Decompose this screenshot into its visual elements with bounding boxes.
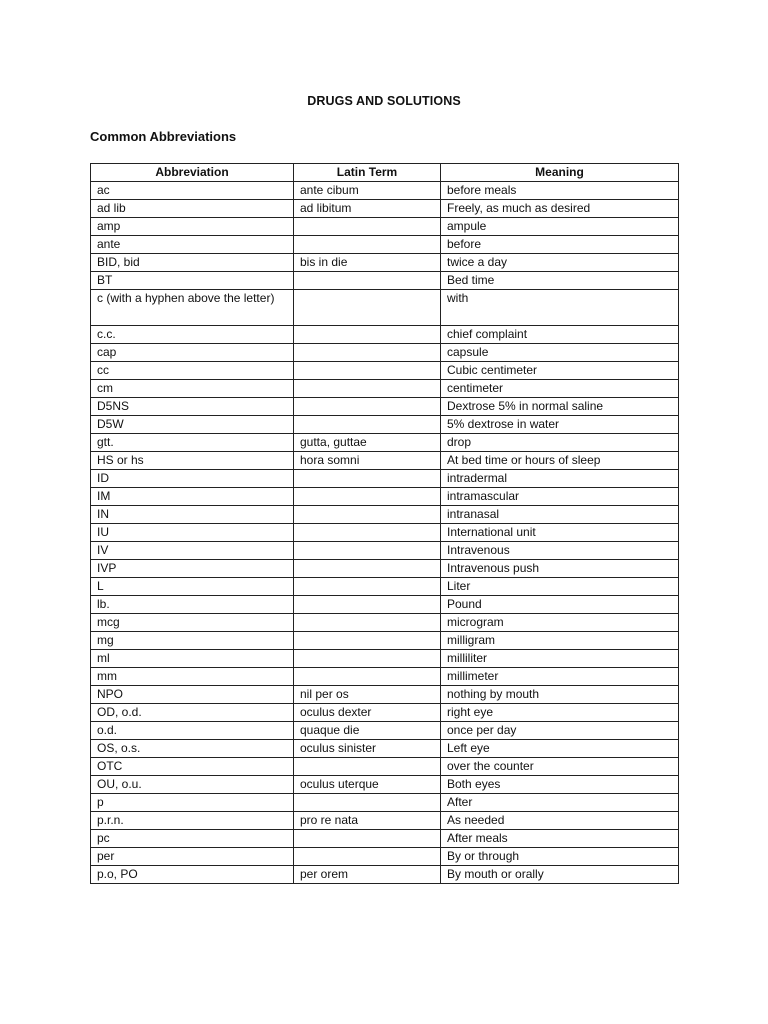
cell-meaning: intranasal [441, 506, 679, 524]
table-row [91, 596, 679, 614]
table-row [91, 236, 679, 254]
table-row [91, 650, 679, 668]
cell-latin: pro re nata [294, 812, 441, 830]
cell-latin [294, 578, 441, 596]
cell-meaning: intradermal [441, 470, 679, 488]
document-title: DRUGS AND SOLUTIONS [307, 94, 461, 108]
cell-meaning: milliliter [441, 650, 679, 668]
cell-abbr: BID, bid [91, 254, 294, 272]
cell-latin [294, 524, 441, 542]
cell-latin [294, 398, 441, 416]
table-row [91, 470, 679, 488]
cell-latin [294, 488, 441, 506]
cell-abbr: p.o, PO [91, 866, 294, 884]
cell-latin [294, 614, 441, 632]
cell-latin: ad libitum [294, 200, 441, 218]
cell-latin: ante cibum [294, 182, 441, 200]
table-row [91, 362, 679, 380]
cell-meaning: right eye [441, 704, 679, 722]
table-row [91, 686, 679, 704]
cell-abbr: amp [91, 218, 294, 236]
table-row [91, 398, 679, 416]
cell-meaning: Intravenous push [441, 560, 679, 578]
table-row [91, 200, 679, 218]
cell-abbr: OS, o.s. [91, 740, 294, 758]
cell-meaning: with [441, 290, 679, 326]
table-row [91, 344, 679, 362]
cell-meaning: By or through [441, 848, 679, 866]
cell-latin: quaque die [294, 722, 441, 740]
table-row [91, 722, 679, 740]
cell-latin: oculus dexter [294, 704, 441, 722]
cell-abbr: cc [91, 362, 294, 380]
cell-meaning: Freely, as much as desired [441, 200, 679, 218]
table-row [91, 560, 679, 578]
cell-meaning: millimeter [441, 668, 679, 686]
cell-latin [294, 848, 441, 866]
table-row [91, 776, 679, 794]
cell-meaning: over the counter [441, 758, 679, 776]
cell-meaning: Liter [441, 578, 679, 596]
cell-abbr: D5NS [91, 398, 294, 416]
cell-abbr: lb. [91, 596, 294, 614]
cell-latin [294, 560, 441, 578]
table-row [91, 488, 679, 506]
table-body [91, 182, 679, 884]
section-heading: Common Abbreviations [90, 129, 237, 144]
cell-meaning: After meals [441, 830, 679, 848]
cell-meaning: microgram [441, 614, 679, 632]
table-row [91, 614, 679, 632]
header-latin-term: Latin Term [294, 164, 441, 182]
cell-latin [294, 794, 441, 812]
cell-latin [294, 830, 441, 848]
cell-latin [294, 506, 441, 524]
cell-meaning: Dextrose 5% in normal saline [441, 398, 679, 416]
cell-meaning: milligram [441, 632, 679, 650]
cell-abbr: ad lib [91, 200, 294, 218]
cell-latin [294, 632, 441, 650]
table-row [91, 542, 679, 560]
cell-meaning: chief complaint [441, 326, 679, 344]
cell-abbr: per [91, 848, 294, 866]
table-row [91, 272, 679, 290]
cell-meaning: centimeter [441, 380, 679, 398]
cell-latin: gutta, guttae [294, 434, 441, 452]
cell-meaning: once per day [441, 722, 679, 740]
table-row [91, 416, 679, 434]
table-row [91, 452, 679, 470]
cell-abbr: mm [91, 668, 294, 686]
cell-meaning: Both eyes [441, 776, 679, 794]
cell-abbr: ante [91, 236, 294, 254]
table-row [91, 632, 679, 650]
cell-latin: oculus uterque [294, 776, 441, 794]
table-row [91, 668, 679, 686]
cell-latin [294, 326, 441, 344]
cell-latin [294, 218, 441, 236]
cell-abbr: IN [91, 506, 294, 524]
cell-latin: nil per os [294, 686, 441, 704]
cell-latin [294, 416, 441, 434]
cell-meaning: before meals [441, 182, 679, 200]
cell-abbr: D5W [91, 416, 294, 434]
cell-abbr: cm [91, 380, 294, 398]
cell-abbr: mg [91, 632, 294, 650]
table-row [91, 830, 679, 848]
table-row [91, 380, 679, 398]
cell-meaning: Cubic centimeter [441, 362, 679, 380]
header-meaning: Meaning [441, 164, 679, 182]
cell-meaning: before [441, 236, 679, 254]
cell-meaning: 5% dextrose in water [441, 416, 679, 434]
table-row [91, 218, 679, 236]
cell-latin: bis in die [294, 254, 441, 272]
cell-abbr: IU [91, 524, 294, 542]
cell-abbr: OTC [91, 758, 294, 776]
cell-meaning: ampule [441, 218, 679, 236]
header-abbreviation: Abbreviation [91, 164, 294, 182]
cell-meaning: Pound [441, 596, 679, 614]
table-row [91, 290, 679, 326]
cell-latin [294, 758, 441, 776]
cell-abbr: c (with a hyphen above the letter) [91, 290, 294, 326]
cell-latin [294, 362, 441, 380]
cell-abbr: IM [91, 488, 294, 506]
table-row [91, 848, 679, 866]
cell-abbr: NPO [91, 686, 294, 704]
cell-latin [294, 272, 441, 290]
table-row [91, 524, 679, 542]
table-row [91, 866, 679, 884]
cell-latin [294, 542, 441, 560]
cell-latin [294, 470, 441, 488]
cell-abbr: OD, o.d. [91, 704, 294, 722]
cell-meaning: After [441, 794, 679, 812]
cell-latin [294, 650, 441, 668]
cell-abbr: BT [91, 272, 294, 290]
cell-latin: oculus sinister [294, 740, 441, 758]
cell-meaning: twice a day [441, 254, 679, 272]
cell-latin: per orem [294, 866, 441, 884]
cell-meaning: drop [441, 434, 679, 452]
cell-meaning: Left eye [441, 740, 679, 758]
cell-latin [294, 344, 441, 362]
cell-abbr: mcg [91, 614, 294, 632]
table-row [91, 704, 679, 722]
cell-latin [294, 596, 441, 614]
table-row [91, 794, 679, 812]
cell-abbr: ID [91, 470, 294, 488]
table-row [91, 434, 679, 452]
table-row [91, 740, 679, 758]
cell-abbr: ml [91, 650, 294, 668]
abbreviations-table [90, 163, 679, 884]
cell-meaning: nothing by mouth [441, 686, 679, 704]
cell-abbr: c.c. [91, 326, 294, 344]
cell-meaning: By mouth or orally [441, 866, 679, 884]
table-header-row [91, 164, 679, 182]
table-row [91, 326, 679, 344]
cell-meaning: International unit [441, 524, 679, 542]
cell-meaning: As needed [441, 812, 679, 830]
cell-abbr: pc [91, 830, 294, 848]
cell-meaning: intramascular [441, 488, 679, 506]
cell-abbr: o.d. [91, 722, 294, 740]
cell-abbr: IV [91, 542, 294, 560]
cell-abbr: HS or hs [91, 452, 294, 470]
cell-abbr: OU, o.u. [91, 776, 294, 794]
table-row [91, 182, 679, 200]
cell-abbr: ac [91, 182, 294, 200]
cell-abbr: p [91, 794, 294, 812]
cell-latin [294, 236, 441, 254]
table-row [91, 506, 679, 524]
table-row [91, 254, 679, 272]
cell-latin [294, 668, 441, 686]
cell-meaning: Intravenous [441, 542, 679, 560]
table-row [91, 758, 679, 776]
cell-abbr: IVP [91, 560, 294, 578]
cell-latin [294, 380, 441, 398]
table-row [91, 578, 679, 596]
cell-meaning: At bed time or hours of sleep [441, 452, 679, 470]
cell-abbr: p.r.n. [91, 812, 294, 830]
table-row [91, 812, 679, 830]
cell-meaning: Bed time [441, 272, 679, 290]
cell-meaning: capsule [441, 344, 679, 362]
cell-latin: hora somni [294, 452, 441, 470]
cell-abbr: L [91, 578, 294, 596]
cell-latin [294, 290, 441, 326]
cell-abbr: gtt. [91, 434, 294, 452]
cell-abbr: cap [91, 344, 294, 362]
